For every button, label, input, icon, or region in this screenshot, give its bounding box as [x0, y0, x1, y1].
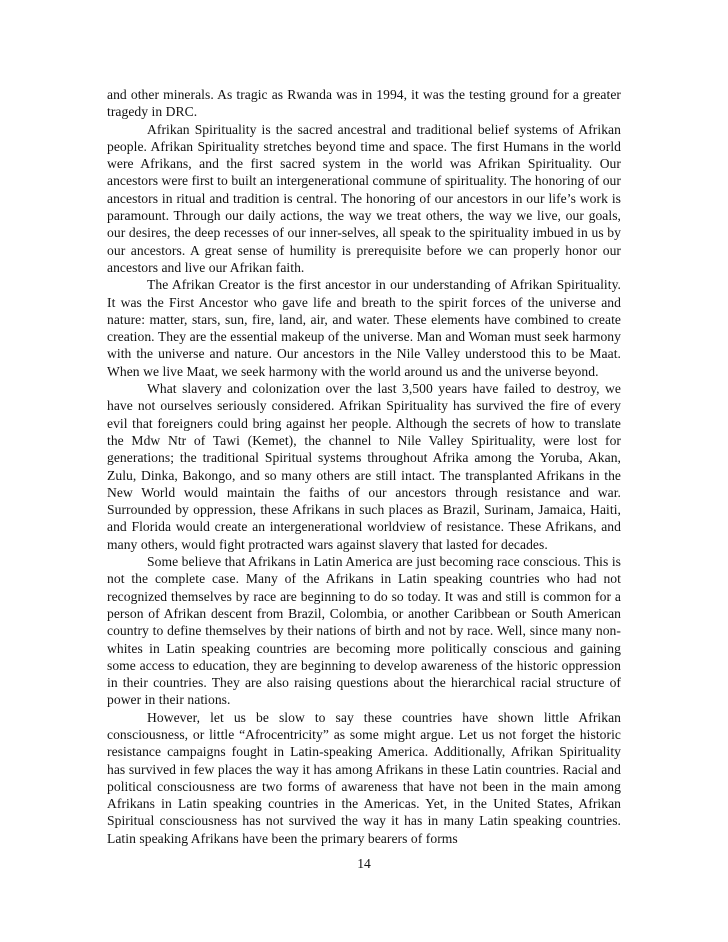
paragraph-latin-america: Some believe that Afrikans in Latin America are just becoming race conscious. This is not the complete case. Many of the Afrikans in Latin speaking countries who had not recognized themselves by race are beginning to do so today. It was and still is common for a person of Afrikan descent from Brazil, Colombia, or another Caribbean or South American country to define themselves by their nations of birth and not by race. Well, since many non-whites in Latin speaking countries are becoming more politically conscious and gaining some access to education, they are beginning to develop awareness of the historic oppression in their countries. They are also raising questions about the hierarchical racial structure of power in their nations.: [107, 554, 621, 708]
paragraph-slavery-colonization: What slavery and colonization over the last 3,500 years have failed to destroy, we have not ourselves seriously considered. Afrikan Spirituality has survived the fire of every evil that foreigners could bring against her people. Although the secrets of how to translate the Mdw Ntr of Tawi (Kemet), the channel to Nile Valley Spirituality, were lost for generations; the traditional Spiritual systems throughout Afrika among the Yoruba, Akan, Zulu, Dinka, Bakongo, and so many others are still intact. The transplanted Afrikans in the New World would maintain the faiths of our ancestors through resistance and war. Surrounded by oppression, these Afrikans in such places as Brazil, Surinam, Jamaica, Haiti, and Florida would create an intergenerational worldview of resistance. These Afrikans, and many others, would fight protracted wars against slavery that lasted for decades.: [107, 381, 621, 552]
page-body: [107, 86, 621, 847]
paragraph-continuation: and other minerals. As tragic as Rwanda was in 1994, it was the testing ground for a greater tragedy in DRC.: [107, 87, 621, 120]
paragraph-afrocentricity: However, let us be slow to say these countries have shown little Afrikan consciousness, or little “Afrocentricity” as some might argue. Let us not forget the historic resistance campaigns fought in Latin-speaking America. Additionally, Afrikan Spirituality has survived in few places the way it has among Afrikans in these Latin countries. Racial and political consciousness are two forms of awareness that have not been in the main among Afrikans in Latin speaking countries in the Americas. Yet, in the United States, Afrikan Spiritual consciousness has not survived the way it has in many Latin speaking countries. Latin speaking Afrikans have been the primary bearers of forms: [107, 709, 621, 846]
paragraph-afrikan-spirituality: Afrikan Spirituality is the sacred ancestral and traditional belief systems of Afrikan people. Afrikan Spirituality stretches beyond time and space. The first Humans in the world were Afrikans, and the first sacred system in the world was Afrikan Spirituality. Our ancestors were first to built an intergenerational commune of spirituality. The honoring of our ancestors in ritual and tradition is central. The honoring of our ancestors in our life’s work is paramount. Through our daily actions, the way we treat others, the way we live, our goals, our desires, the deep recesses of our inner-selves, all speak to the spirituality imbued in us by our ancestors. A great sense of humility is prerequisite before we can properly honor our ancestors and live our Afrikan faith.: [107, 121, 621, 275]
page-number: 14: [357, 856, 371, 871]
paragraph-afrikan-creator: The Afrikan Creator is the first ancestor in our understanding of Afrikan Spirituality. It was the First Ancestor who gave life and breath to the spirit forces of the universe and nature: matter, stars, sun, fire, land, air, and water. These elements have combined to create creation. They are the essential makeup of the universe. Man and Woman must seek harmony with the universe and nature. Our ancestors in the Nile Valley understood this to be Maat. When we live Maat, we seek harmony with the world around us and the universe beyond.: [107, 277, 621, 379]
